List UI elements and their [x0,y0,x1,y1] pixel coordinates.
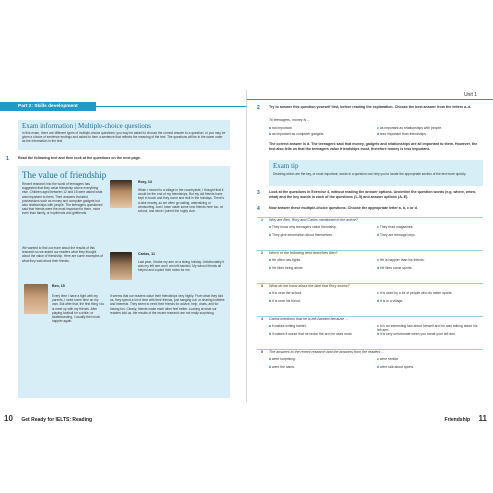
question-2-explanation: The correct answer is d. The teenagers said that money, gadgets and relationships are all important to them. However, the text also tells us that the teenagers value friendships most, therefore money is less important. [269,142,478,151]
question-number-3: 3 [257,190,260,196]
mcq-option-b[interactable]: b He likes being alone. [269,266,304,270]
right-footer [445,408,487,426]
question-1-text: Read the following text and then look at the questions on the next page. [18,156,141,160]
part-divider [96,106,246,107]
article-conclusion: It seems that our readers value their friendships very highly. From what they told us, they spend a lot of time with their friends, just hanging out, or sharing hobbies and interests. They seem to need their friends for advice, help, chats, and for having fun. Clearly, friends make each other feel better. Looking at what our readers told us, the results of the recent research are not really surprising. [110,294,225,315]
exam-info-title: Exam information | Multiple-choice questions [22,122,151,130]
mcq-stem: Carlos mentions that he is left-handed because ... [269,317,349,321]
exam-tip-box [269,160,483,186]
mcq-option-b[interactable]: b were the same. [269,365,296,369]
question-2-option-c: c as important as relationships with people. [377,126,443,130]
ben-name: Ben, 15 [52,284,65,288]
question-2-text: Try to answer this question yourself first, before reading the explanation. Choose the best answer from the letters a–d. [269,105,472,109]
exam-tip-title: Exam tip [273,162,299,170]
question-2-option-d: d less important than friendships. [377,132,427,136]
unit-label: Unit 1 [463,92,477,98]
carlos-name: Carlos, 11 [138,252,155,256]
question-2-option-a: a not important. [269,126,293,130]
mcq-option-d[interactable]: d They are teenage boys. [377,233,416,237]
right-footer-title: Friendship [444,417,471,423]
mcq-option-c[interactable]: c it is an interesting fact about himself and he was talking about his left arm. [377,324,478,333]
question-4-text: Now answer these multiple-choice questions. Choose the appropriate letter a, b, c or d. [269,206,418,210]
mcq-option-d[interactable]: d He likes some sports. [377,266,413,270]
mcq-option-c[interactable]: c It is used by a lot of people who do water sports. [377,291,453,295]
article-box [18,166,230,398]
exam-info-text: In this exam, there are different types of multiple-choice questions: you may be asked to choose the correct answer to a question, or you may be given a choice of sentence endings and asked to form a sentence that reflects the meaning of the text. The questions will be in the same order as the information in the text. [22,131,226,144]
part-label: Part 2: Skills development [0,102,96,111]
mcq-option-b[interactable]: b it makes it worse that he broke the arm he uses most. [269,332,353,336]
rory-quote: When I moved to a village in the countryside, I thought that it would be the end of my friendships. But my old friends have kept in touch and they come and visit in the holidays. There's a lake nearby, so we often go sailing, waterskiing or windsurfing. And I have made some new friends here too, at school, and since I joined the rugby club. [138,188,224,214]
question-number-1: 1 [6,156,9,162]
question-number-4: 4 [257,206,260,212]
mcq-option-b[interactable]: b It is near his friend. [269,299,301,303]
mcq-option-c[interactable]: c They read magazines. [377,225,414,229]
mcq-option-a[interactable]: a it makes writing harder. [269,324,307,328]
article-title: The value of friendship [22,170,107,180]
carlos-photo [110,252,132,280]
rory-photo [110,180,132,208]
question-2-option-b: b as important as computer gadgets. [269,132,325,136]
mcq-option-d[interactable]: d were talk about sports. [377,365,415,369]
ben-quote: Every time I have a fight with my parents, I need some time on my own. But after that, the first thing I do is meet up with my friends. After playing football for a while, or skateboarding, I usually feel much happier again. [52,294,105,324]
article-paragraph-2: We wanted to find out more about the results of this research so we asked our readers what they thought about the value of friendship. Here are some examples of what they said about their friends. [22,246,103,263]
right-page [247,90,493,423]
mcq-option-c[interactable]: c He is happier than his friends. [377,258,425,262]
mcq-option-a[interactable]: a He often has fights. [269,258,302,262]
exam-tip-text: Deciding which are the key, or most important, words in a question can help you to locate the appropriate section of the text more quickly. [273,172,467,176]
mcq-number: 1 [261,218,263,222]
left-page-number: 10 [4,414,13,423]
mcq-option-a[interactable]: a were surprising. [269,357,296,361]
mcq-option-d[interactable]: d it is very unfortunate when you break your left arm. [377,332,457,336]
mcq-option-d[interactable]: d It is in a village. [377,299,404,303]
mcq-number: 3 [261,284,263,288]
mcq-number: 4 [261,317,263,321]
mcq-option-a[interactable]: a It is near the school. [269,291,303,295]
exam-information-box [18,120,230,150]
mcq-option-a[interactable]: a They know why teenagers value friendship. [269,225,337,229]
left-page [0,90,247,423]
question-3-text: Look at the questions in Exercise 4, without reading the answer options. Underline the question words (e.g. where, when, what) and the key words in each of the questions (1–5) and answer options (A–E). [269,190,477,199]
unit-divider [247,99,493,100]
mcq-stem: The answers to the recent research and the answers from the readers ... [269,350,385,354]
mcq-option-b[interactable]: b They give information about themselves. [269,233,333,237]
mcq-stem: Which of the following best describes Ben? [269,251,338,255]
right-page-number: 11 [478,414,487,423]
mcq-number: 2 [261,251,263,255]
mcq-number: 5 [261,350,263,354]
mcq-option-c[interactable]: c were similar. [377,357,399,361]
ben-photo [24,284,48,314]
left-footer-title: Get Ready for IELTS: Reading [21,417,93,423]
carlos-quote: Last year, I broke my arm on a skiing holiday. Unfortunately it was my left arm and I am left-handed. My school friends all helped and copied their notes for me. [138,260,225,273]
rory-name: Rory, 13 [138,180,152,184]
question-number-2: 2 [257,105,260,111]
mcq-stem: Why are Ben, Rory and Carlos mentioned in the article? [269,218,358,222]
question-2-stem: To teenagers, money is ... [269,118,311,122]
left-footer [4,408,92,426]
article-paragraph-1: Recent research into the world of teenagers has suggested that they value friendship above everything else. Children aged between 12 and 15 were asked what was important to them. Their answers included possessions such as money and computer gadgets but also relationships with people. The teenagers questioned said that friends were the most important to them, more even than family, or boyfriends and girlfriends. [22,182,103,216]
mcq-stem: What do we know about the lake that Rory swims? [269,284,350,288]
